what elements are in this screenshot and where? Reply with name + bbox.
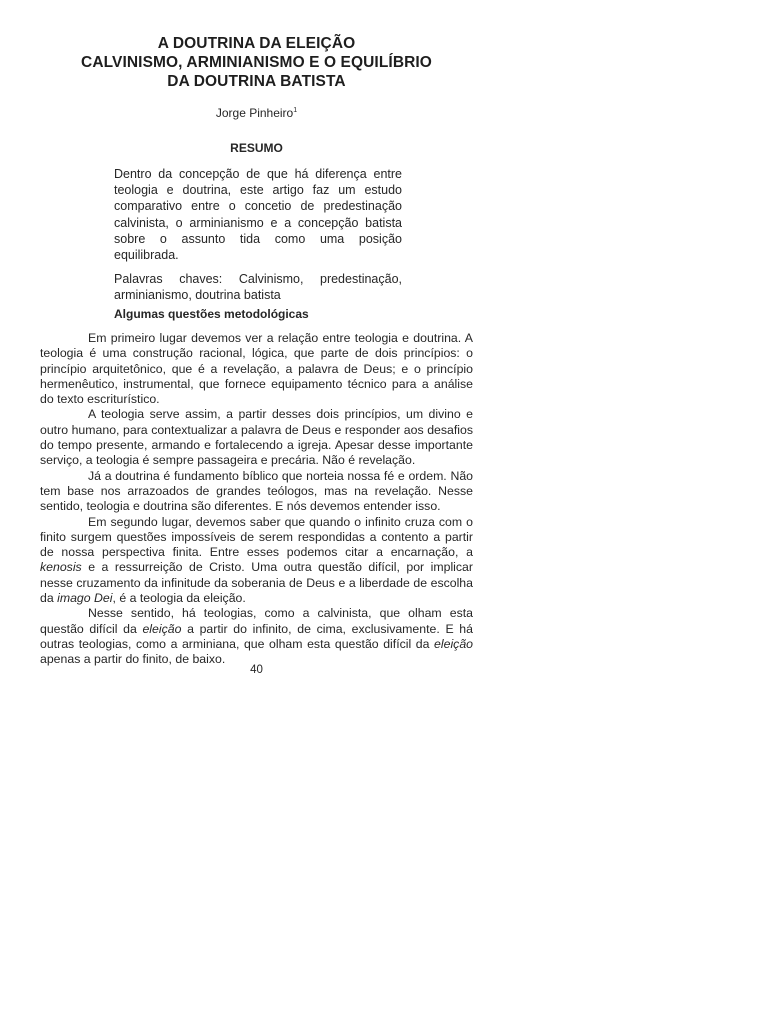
author-line [40,103,473,121]
paragraph-5-part-a: Nesse sentido, há teologias, como a calvinista, que olham esta questão difícil da [40,606,473,636]
paragraph-5 [40,606,473,667]
title-line-2: CALVINISMO, ARMINIANISMO E O EQUILÍBRIO [81,54,432,71]
abstract-block [114,166,402,304]
author-footnote-mark: 1 [293,107,298,114]
body-text [40,331,473,668]
paragraph-4 [40,515,473,607]
section-heading: Algumas questões metodológicas [114,307,309,321]
abstract-keywords: Palavras chaves: Calvinismo, predestinação, arminianismo, doutrina batista [114,272,402,303]
paragraph-5-part-e: apenas a partir do finito, de baixo. [40,652,226,667]
resumo-heading: RESUMO [230,141,283,155]
paragraph-1: Em primeiro lugar devemos ver a relação entre teologia e doutrina. A teologia é uma construção racional, lógica, que parte de dois princípios: o princípio arquitetônico, que é a revelação, a palavra de Deus; e o princípio hermenêutico, instrumental, que fornece equipamento técnico para a análise do texto escriturístico. [40,331,473,407]
paragraph-5-part-c: a partir do infinito, de cima, exclusivamente. E há outras teologias, como a arminiana, que olham esta questão difícil da [40,621,473,651]
paragraph-4-part-c: e a ressurreição de Cristo. Uma outra questão difícil, por implicar nesse cruzamento da infinitude da soberania de Deus e a liberdade de escolha da [40,560,473,606]
abstract-text: Dentro da concepção de que há diferença entre teologia e doutrina, este artigo faz um estudo comparativo entre o concetio de predestinação calvinista, o arminianismo e a concepção batista sobre o assunto tida como uma posição equilibrada. [114,167,402,263]
author-name: Jorge Pinheiro [215,106,294,120]
eleicao-term-2: eleição [434,636,473,651]
paragraph-2: A teologia serve assim, a partir desses dois princípios, um divino e outro humano, para contextualizar a palavra de Deus e responder aos desafios do tempo presente, armando e fortalecendo a igreja. Apesar desse importante serviço, a teologia é sempre passageira e precária. Não é revelação. [40,407,473,468]
article-title [40,34,473,91]
title-line-1: A DOUTRINA DA ELEIÇÃO [157,35,356,52]
kenosis-term: kenosis [40,560,82,575]
paragraph-4-part-a: Em segundo lugar, devemos saber que quando o infinito cruza com o finito surgem questões impossíveis de serem respondidas a contento a partir de nossa perspectiva finita. Entre esses podemos citar a encarnação, a [40,514,473,560]
title-line-3: DA DOUTRINA BATISTA [167,73,346,90]
paragraph-4-part-e: , é a teologia da eleição. [112,591,246,606]
imago-dei-term: imago Dei [57,591,113,606]
page-number: 40 [250,664,263,676]
paragraph-3: Já a doutrina é fundamento bíblico que norteia nossa fé e ordem. Não tem base nos arrazoados de grandes teólogos, mas na revelação. Nesse sentido, teologia e doutrina são diferentes. E nós devemos entender isso. [40,468,473,514]
eleicao-term-1: eleição [142,621,182,636]
